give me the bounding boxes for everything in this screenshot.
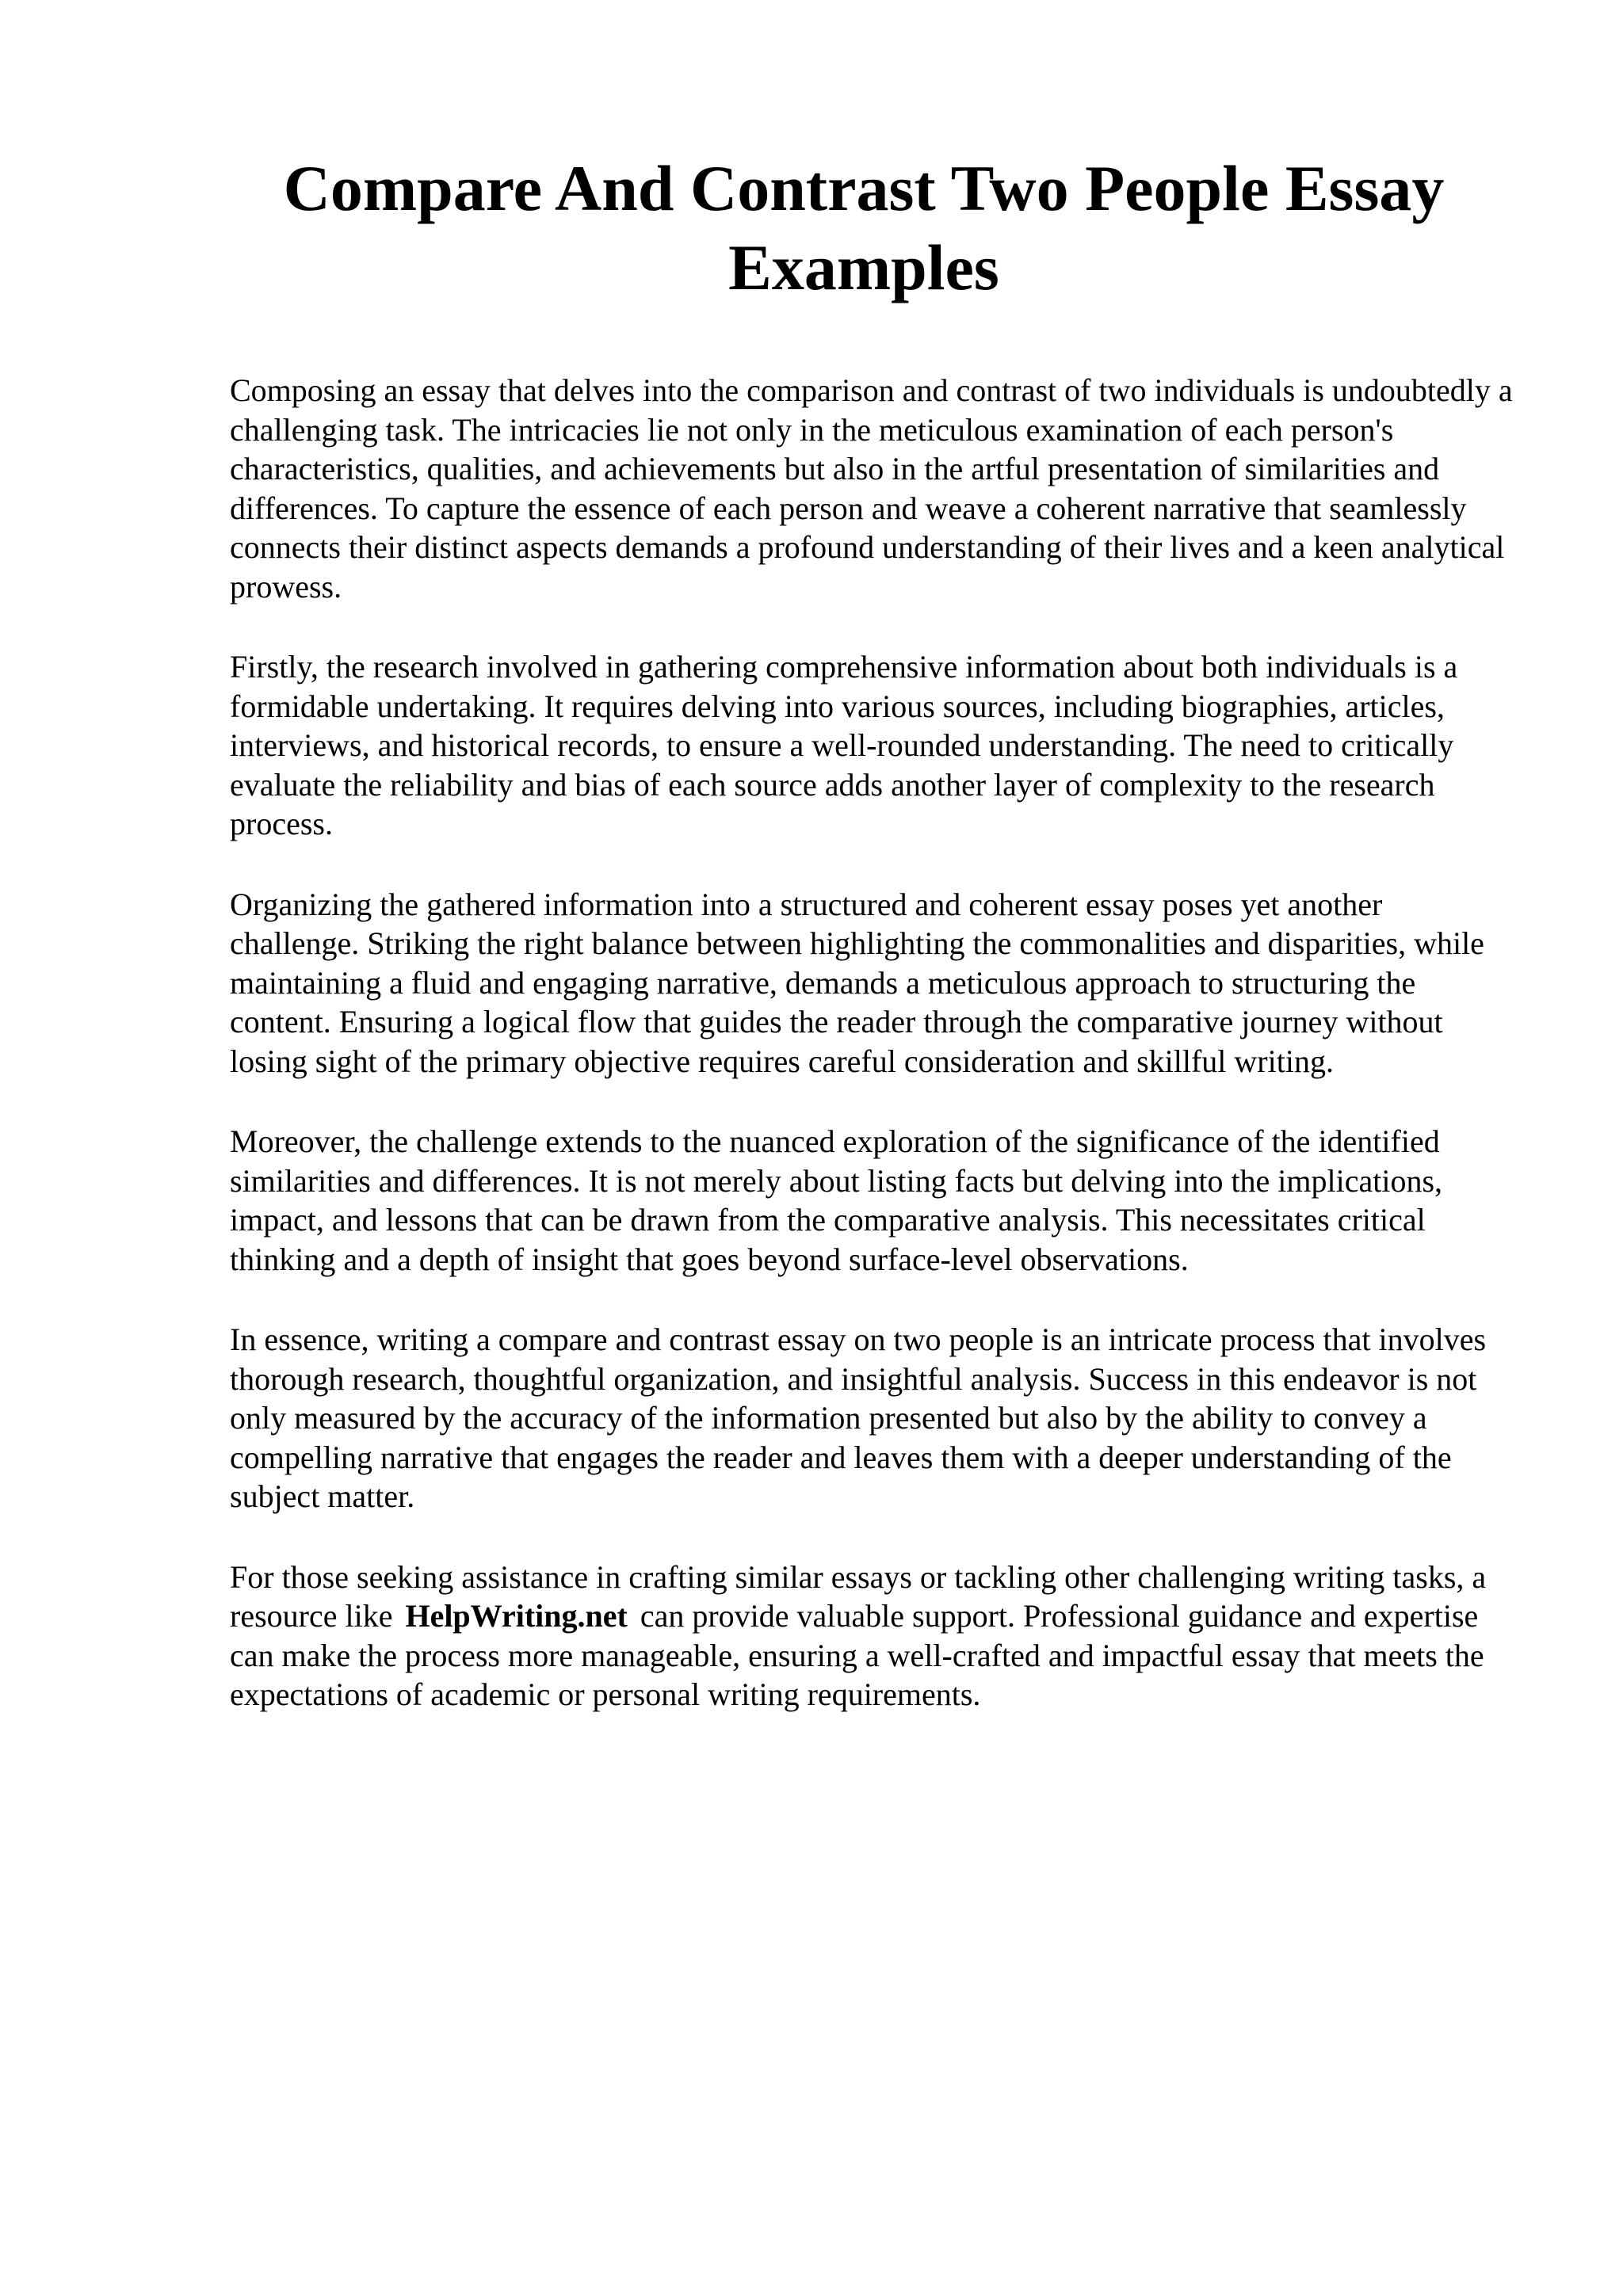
paragraph-significance: Moreover, the challenge extends to the nuanced exploration of the significance of the identified similarities and differences. It is not merely about listing facts but delving into the implications, impact, and lessons that can be drawn from the comparative analysis. This necessitates critical thinking and a depth of insight that goes beyond surface-level observations. <box>230 1123 1443 1277</box>
essay-body <box>230 371 1518 1756</box>
paragraph-organizing: Organizing the gathered information into a structured and coherent essay poses yet another challenge. Striking the right balance between highlighting the commonalities and disparities, while maintaining a fluid and engaging narrative, demands a meticulous approach to structuring the content. Ensuring a logical flow that guides the reader through the comparative journey without losing sight of the primary objective requires careful consideration and skillful writing. <box>230 886 1484 1079</box>
paragraph-closing <box>230 1558 1518 1714</box>
page-title: Compare And Contrast Two People Essay Examples <box>283 152 1445 303</box>
closing-text-after: can provide valuable support. Professional guidance and expertise can make the process more manageable, ensuring a well-crafted and impactful essay that meets the expectations of academic or personal writing requirements. <box>230 1598 1484 1712</box>
paragraph-research: Firstly, the research involved in gathering comprehensive information about both individuals is a formidable undertaking. It requires delving into various sources, including biographies, articles, interviews, and historical records, to ensure a well-rounded understanding. The need to critically evaluate the reliability and bias of each source adds another layer of complexity to the research process. <box>230 649 1458 841</box>
closing-text-before: For those seeking assistance in crafting similar essays or tackling other challenging writing tasks, a resource like <box>230 1558 1487 1634</box>
paragraph-intro: Composing an essay that delves into the comparison and contrast of two individuals is undoubtedly a challenging task. The intricacies lie not only in the meticulous examination of each person's characteristics, qualities, and achievements but also in the artful presentation of similarities and differences. To capture the essence of each person and weave a coherent narrative that seamlessly connects their distinct aspects demands a profound understanding of their lives and a keen analytical prowess. <box>230 372 1513 605</box>
paragraph-essence: In essence, writing a compare and contrast essay on two people is an intricate process that involves thorough research, thoughtful organization, and insightful analysis. Success in this endeavor is not only measured by the accuracy of the information presented but also by the ability to convey a compelling narrative that engages the reader and leaves them with a deeper understanding of the subject matter. <box>230 1322 1487 1514</box>
helpwriting-brand-link[interactable]: HelpWriting.net <box>405 1598 628 1634</box>
